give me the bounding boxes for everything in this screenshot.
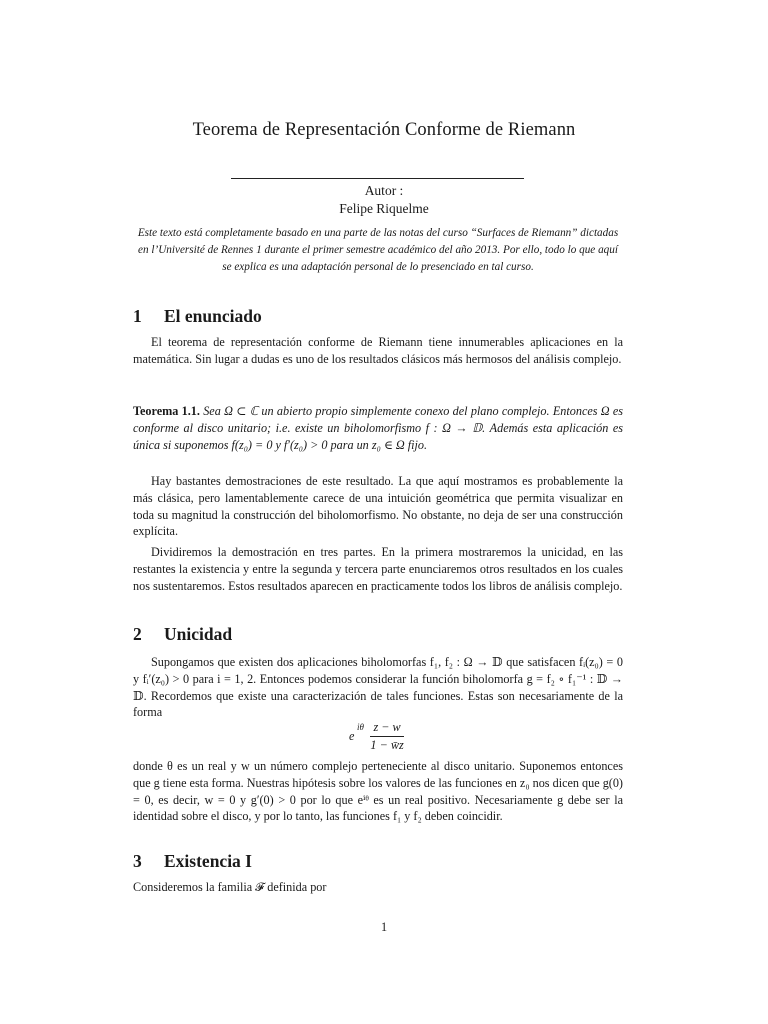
document-title: Teorema de Representación Conforme de Riemann — [192, 120, 576, 140]
paragraph-text: Dividiremos la demostración en tres partes. En la primera mostraremos la unicidad, en las restantes la existencia y entre la segunda y tercera parte enunciaremos otros resultados en los cuales nos sustentaremos. Estos resultados aparecen en practicamente todos los libros de análisis complejo. — [133, 545, 623, 593]
section-number: 3 — [133, 851, 142, 871]
formula-denominator: 1 − w̄z — [370, 738, 404, 752]
formula-exponential: e iθ — [349, 722, 364, 743]
page-number: 1 — [380, 920, 388, 934]
paragraph-text: Supongamos que existen dos aplicaciones biholomorfas f₁, f₂ : Ω → 𝔻 que satisfacen fᵢ(z₀) = 0 y fᵢ′(z₀) > 0 para i = 1, 2. Entonces podemos considerar la función biholomorfa g = f₂ ∘ f₁⁻¹ : 𝔻 → 𝔻. Recordemos que existe una caracterización de tales funciones. Estas son necesariamente de la forma — [133, 655, 623, 720]
paragraph — [133, 654, 623, 721]
section-heading-2 — [133, 624, 232, 645]
section-heading-3 — [133, 851, 252, 872]
paragraph — [133, 544, 623, 594]
formula-exponent: iθ — [357, 722, 364, 732]
author-name: Felipe Riquelme — [339, 201, 429, 216]
formula-fraction — [370, 720, 403, 753]
paragraph — [133, 758, 623, 825]
section-title: Unicidad — [164, 624, 233, 644]
paragraph-text: El teorema de representación conforme de Riemann tiene innumerables aplicaciones en la matemática. Sin lugar a dudas es uno de los resultados clásicos más hermosos del análisis complejo. — [133, 335, 623, 366]
paragraph — [133, 473, 623, 540]
paragraph-text: donde θ es un real y w un número complejo perteneciente al disco unitario. Suponemos entonces que g tiene esta forma. Nuestras hipótesis sobre los valores de las funciones en z₀ nos dicen que g(0) = 0, es decir, w = 0 y g′(0) > 0 por lo que eⁱᶿ es un real positivo. Necesariamente g debe ser la identidad sobre el disco, y por lo tanto, las funciones f₁ y f₂ deben coincidir. — [133, 759, 623, 824]
section-title: El enunciado — [164, 306, 262, 326]
paragraph — [133, 879, 623, 896]
section-heading-1 — [133, 306, 262, 327]
theorem-label: Teorema 1.1. — [133, 404, 200, 418]
paragraph-text: Consideremos la familia 𝓕 definida por — [133, 880, 327, 894]
abstract: Este texto está completamente basado en una parte de las notas del curso “Surfaces de Riemann” dictadas en l’Université de Rennes 1 durante el primer semestre académico del año 2013. Por ello, todo lo que aquí se explica es una adaptación personal de lo presenciado en tal curso. — [137, 227, 619, 274]
theorem — [133, 403, 623, 453]
theorem-text: Sea Ω ⊂ ℂ un abierto propio simplemente conexo del plano complejo. Entonces Ω es conforme al disco unitario; i.e. existe un biholomorfismo f : Ω → 𝔻. Además esta aplicación es única si suponemos f(z₀) = 0 y f′(z₀) > 0 para un z₀ ∈ Ω fijo. — [133, 404, 624, 452]
formula-mobius — [349, 720, 404, 753]
paragraph-text: Hay bastantes demostraciones de este resultado. La que aquí mostramos es probablemente la más clásica, pero lamentablemente carece de una intuición geométrica que permita visualizar en toda su magnitud la construcción del biholomorfismo. No obstante, no deja de ser una construcción explícita. — [133, 474, 623, 539]
formula-numerator: z − w — [370, 720, 403, 737]
section-number: 1 — [133, 306, 142, 326]
title-rule — [231, 178, 524, 179]
author-label: Autor : — [364, 183, 404, 198]
paragraph — [133, 334, 623, 368]
section-title: Existencia I — [164, 851, 252, 871]
section-number: 2 — [133, 624, 142, 644]
